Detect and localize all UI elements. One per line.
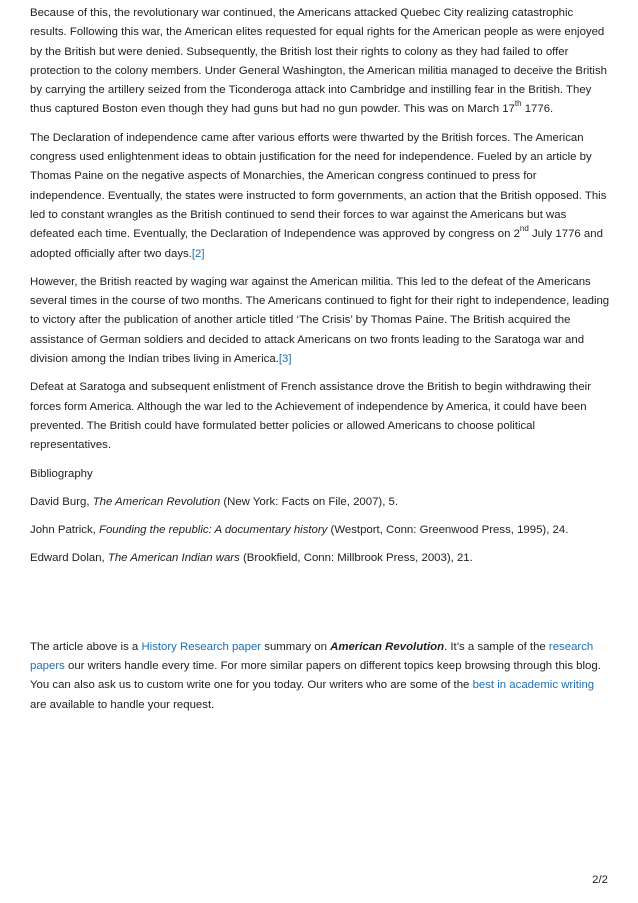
entry-title: The American Revolution bbox=[92, 495, 221, 508]
ordinal-suffix: nd bbox=[519, 224, 529, 234]
bibliography-entry bbox=[30, 493, 610, 512]
entry-author: John Patrick, bbox=[30, 524, 100, 537]
bibliography-entry bbox=[30, 549, 610, 568]
entry-title: The American Indian wars bbox=[107, 552, 240, 565]
paragraph-text: The Declaration of independence came after various efforts were thwarted by the British forces. The American congress used enlightenment ideas to obtain justification for the need for independence. Fueled by an article by Thomas Paine on the negative aspects of Monarchies, the American congress continued to press for independence. Eventually, the states were instructed to form governments, an action that the British opposed. This led to constant wrangles as the British continued to send their forces to war against the Americans but was defeated each time. Eventually, the Declaration of Independence was approved by congress on 2 bbox=[30, 131, 607, 241]
footnote-link-3[interactable]: [3] bbox=[278, 353, 292, 366]
paragraph-text: However, the British reacted by waging war against the American militia. This led to the defeat of the Americans several times in the course of two months. The Americans continued to fight for their right to independence, leading to victory after the publication of another article titled ‘The Crisis’ by Thomas Paine. The British acquired the assistance of German soldiers and decided to attack Americans on two fronts leading to the Saratoga war and division among the Indian tribes living in America. bbox=[30, 275, 610, 366]
academic-writing-link[interactable]: best in academic writing bbox=[472, 679, 595, 692]
promo-text: The article above is a bbox=[30, 640, 142, 653]
research-papers-link[interactable]: research papers bbox=[30, 640, 594, 673]
paragraph-revolutionary-war bbox=[30, 4, 610, 120]
entry-details: (Brookfield, Conn: Millbrook Press, 2003), 21. bbox=[239, 552, 473, 565]
promo-text: summary on bbox=[261, 640, 331, 653]
entry-details: (New York: Facts on File, 2007), 5. bbox=[220, 495, 399, 508]
bibliography-entry bbox=[30, 521, 610, 540]
entry-author: Edward Dolan, bbox=[30, 552, 108, 565]
entry-title: Founding the republic: A documentary history bbox=[99, 524, 328, 537]
paragraph-british-reaction bbox=[30, 273, 610, 369]
paragraph-text-end: 1776. bbox=[521, 103, 554, 116]
history-research-paper-link[interactable]: History Research paper bbox=[141, 640, 262, 653]
blank-spacer bbox=[30, 578, 610, 638]
bibliography-heading: Bibliography bbox=[30, 467, 93, 480]
entry-details: (Westport, Conn: Greenwood Press, 1995), 24. bbox=[327, 524, 569, 537]
paragraph-saratoga bbox=[30, 378, 610, 455]
ordinal-suffix: th bbox=[514, 99, 522, 109]
promo-text: are available to handle your request. bbox=[30, 698, 215, 711]
paragraph-text-end: July 1776 and adopted officially after two days. bbox=[30, 228, 603, 260]
promo-note bbox=[30, 638, 610, 715]
paragraph-text: Because of this, the revolutionary war continued, the Americans attacked Quebec City realizing catastrophic results. Following this war, the American elites requested for equal rights for the American people as were enjoyed by the British but were denied. Subsequently, the British lost their rights to colony as they had failed to offer protection to the colony members. Under General Washington, the American militia managed to deceive the British by carrying the artillery seized from the Ticonderoga attack into Cambridge and instilling fear in the British. They thus captured Boston even though they had guns but had no gun powder. This was on March 17 bbox=[30, 7, 607, 116]
promo-topic: American Revolution bbox=[330, 640, 445, 653]
promo-text: . It’s a sample of the bbox=[444, 640, 549, 653]
paragraph-declaration bbox=[30, 129, 610, 264]
footnote-link-2[interactable]: [2] bbox=[191, 247, 205, 260]
page-number: 2/2 bbox=[592, 874, 608, 886]
paragraph-text: Defeat at Saratoga and subsequent enlistment of French assistance drove the British to begin withdrawing their forces form America. Although the war led to the Achievement of independence by America, it could have been prevented. The British could have formulated better policies or allowed Americans to choose political representatives. bbox=[30, 381, 591, 452]
promo-text: our writers handle every time. For more similar papers on different topics keep browsing through this blog. You can also ask us to custom write one for you today. Our writers who are some of the bbox=[30, 660, 601, 692]
entry-author: David Burg, bbox=[30, 495, 93, 508]
